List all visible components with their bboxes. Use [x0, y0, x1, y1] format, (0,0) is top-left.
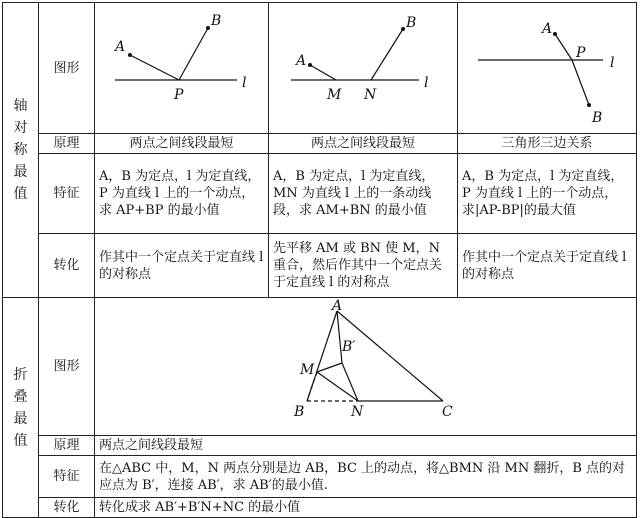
figure-1-label-l: l — [242, 75, 247, 91]
transform-1: 作其中一个定点关于定直线 l 的对称点 — [95, 234, 269, 298]
figure-3-diagram — [458, 3, 637, 128]
folding-label-c: C — [442, 404, 453, 420]
section-label-symmetry: 轴对称最值 — [3, 3, 39, 298]
figure-2-label-l: l — [424, 75, 429, 91]
folding-principle: 两点之间线段最短 — [95, 436, 637, 456]
row-label-transform: 转化 — [39, 234, 95, 298]
row-folding-principle — [3, 436, 637, 456]
folding-label-b: B — [294, 404, 305, 420]
folding-label-a: A — [332, 298, 343, 314]
transform-2: 先平移 AM 或 BN 使 M，N 重合，然后作其中一个定点关于定直线 l 的对称点 — [269, 234, 458, 298]
row-label-feature: 特征 — [39, 154, 95, 234]
extremum-reference-table — [2, 2, 637, 518]
figure-2-label-m: M — [327, 87, 342, 103]
row-transform — [3, 234, 637, 298]
folding-label-m: M — [300, 362, 315, 378]
folding-label-n: N — [351, 404, 364, 420]
row-label-transform-folding: 转化 — [39, 498, 95, 518]
feature-2: A，B 为定点，l 为定直线，MN 为直线 l 上的一条动线段，求 AM+BN 的最小值 — [269, 154, 458, 234]
figure-cell-1 — [95, 3, 269, 134]
row-figure — [3, 3, 637, 134]
figure-3-label-l: l — [610, 55, 615, 71]
row-label-principle: 原理 — [39, 134, 95, 154]
principle-3: 三角形三边关系 — [458, 134, 637, 154]
section-label-folding: 折叠最值 — [3, 298, 39, 518]
figure-2-diagram — [269, 3, 458, 128]
row-label-figure-folding: 图形 — [39, 298, 95, 436]
figure-3-label-a: A — [542, 21, 553, 37]
figure-1-label-p: P — [174, 87, 184, 103]
principle-1: 两点之间线段最短 — [95, 134, 269, 154]
figure-cell-2 — [269, 3, 458, 134]
row-principle — [3, 134, 637, 154]
row-folding-figure — [3, 298, 637, 436]
figure-1-label-b: B — [211, 13, 222, 29]
figure-cell-3 — [458, 3, 637, 134]
figure-1-diagram — [95, 3, 269, 128]
figure-3-label-b: B — [592, 110, 603, 126]
row-label-feature-folding: 特征 — [39, 456, 95, 498]
row-feature — [3, 154, 637, 234]
figure-2-label-b: B — [406, 15, 417, 31]
feature-1: A，B 为定点，l 为定直线，P 为直线 l 上的一个动点，求 AP+BP 的最小值 — [95, 154, 269, 234]
figure-2-label-a: A — [296, 53, 307, 69]
folding-figure-cell — [95, 298, 637, 436]
folding-label-b-prime: B′ — [342, 339, 356, 355]
folding-feature: 在△ABC 中，M，N 两点分别是边 AB，BC 上的动点，将△BMN 沿 MN 翻折，B 点的对应点为 B′，连接 AB′，求 AB′的最小值. — [95, 456, 637, 498]
row-folding-feature — [3, 456, 637, 498]
row-label-principle-folding: 原理 — [39, 436, 95, 456]
figure-1-label-a: A — [115, 39, 126, 55]
feature-3: A，B 为定点，l 为定直线，P 为直线 l 上的一个动点，求|AP-BP|的最大值 — [458, 154, 637, 234]
folding-transform: 转化成求 AB′+B′N+NC 的最小值 — [95, 498, 637, 518]
figure-3-label-p: P — [576, 45, 586, 61]
figure-2-label-n: N — [364, 87, 377, 103]
folding-diagram — [95, 298, 637, 430]
row-label-figure: 图形 — [39, 3, 95, 134]
transform-3: 作其中一个定点关于定直线 l 的对称点 — [458, 234, 637, 298]
principle-2: 两点之间线段最短 — [269, 134, 458, 154]
